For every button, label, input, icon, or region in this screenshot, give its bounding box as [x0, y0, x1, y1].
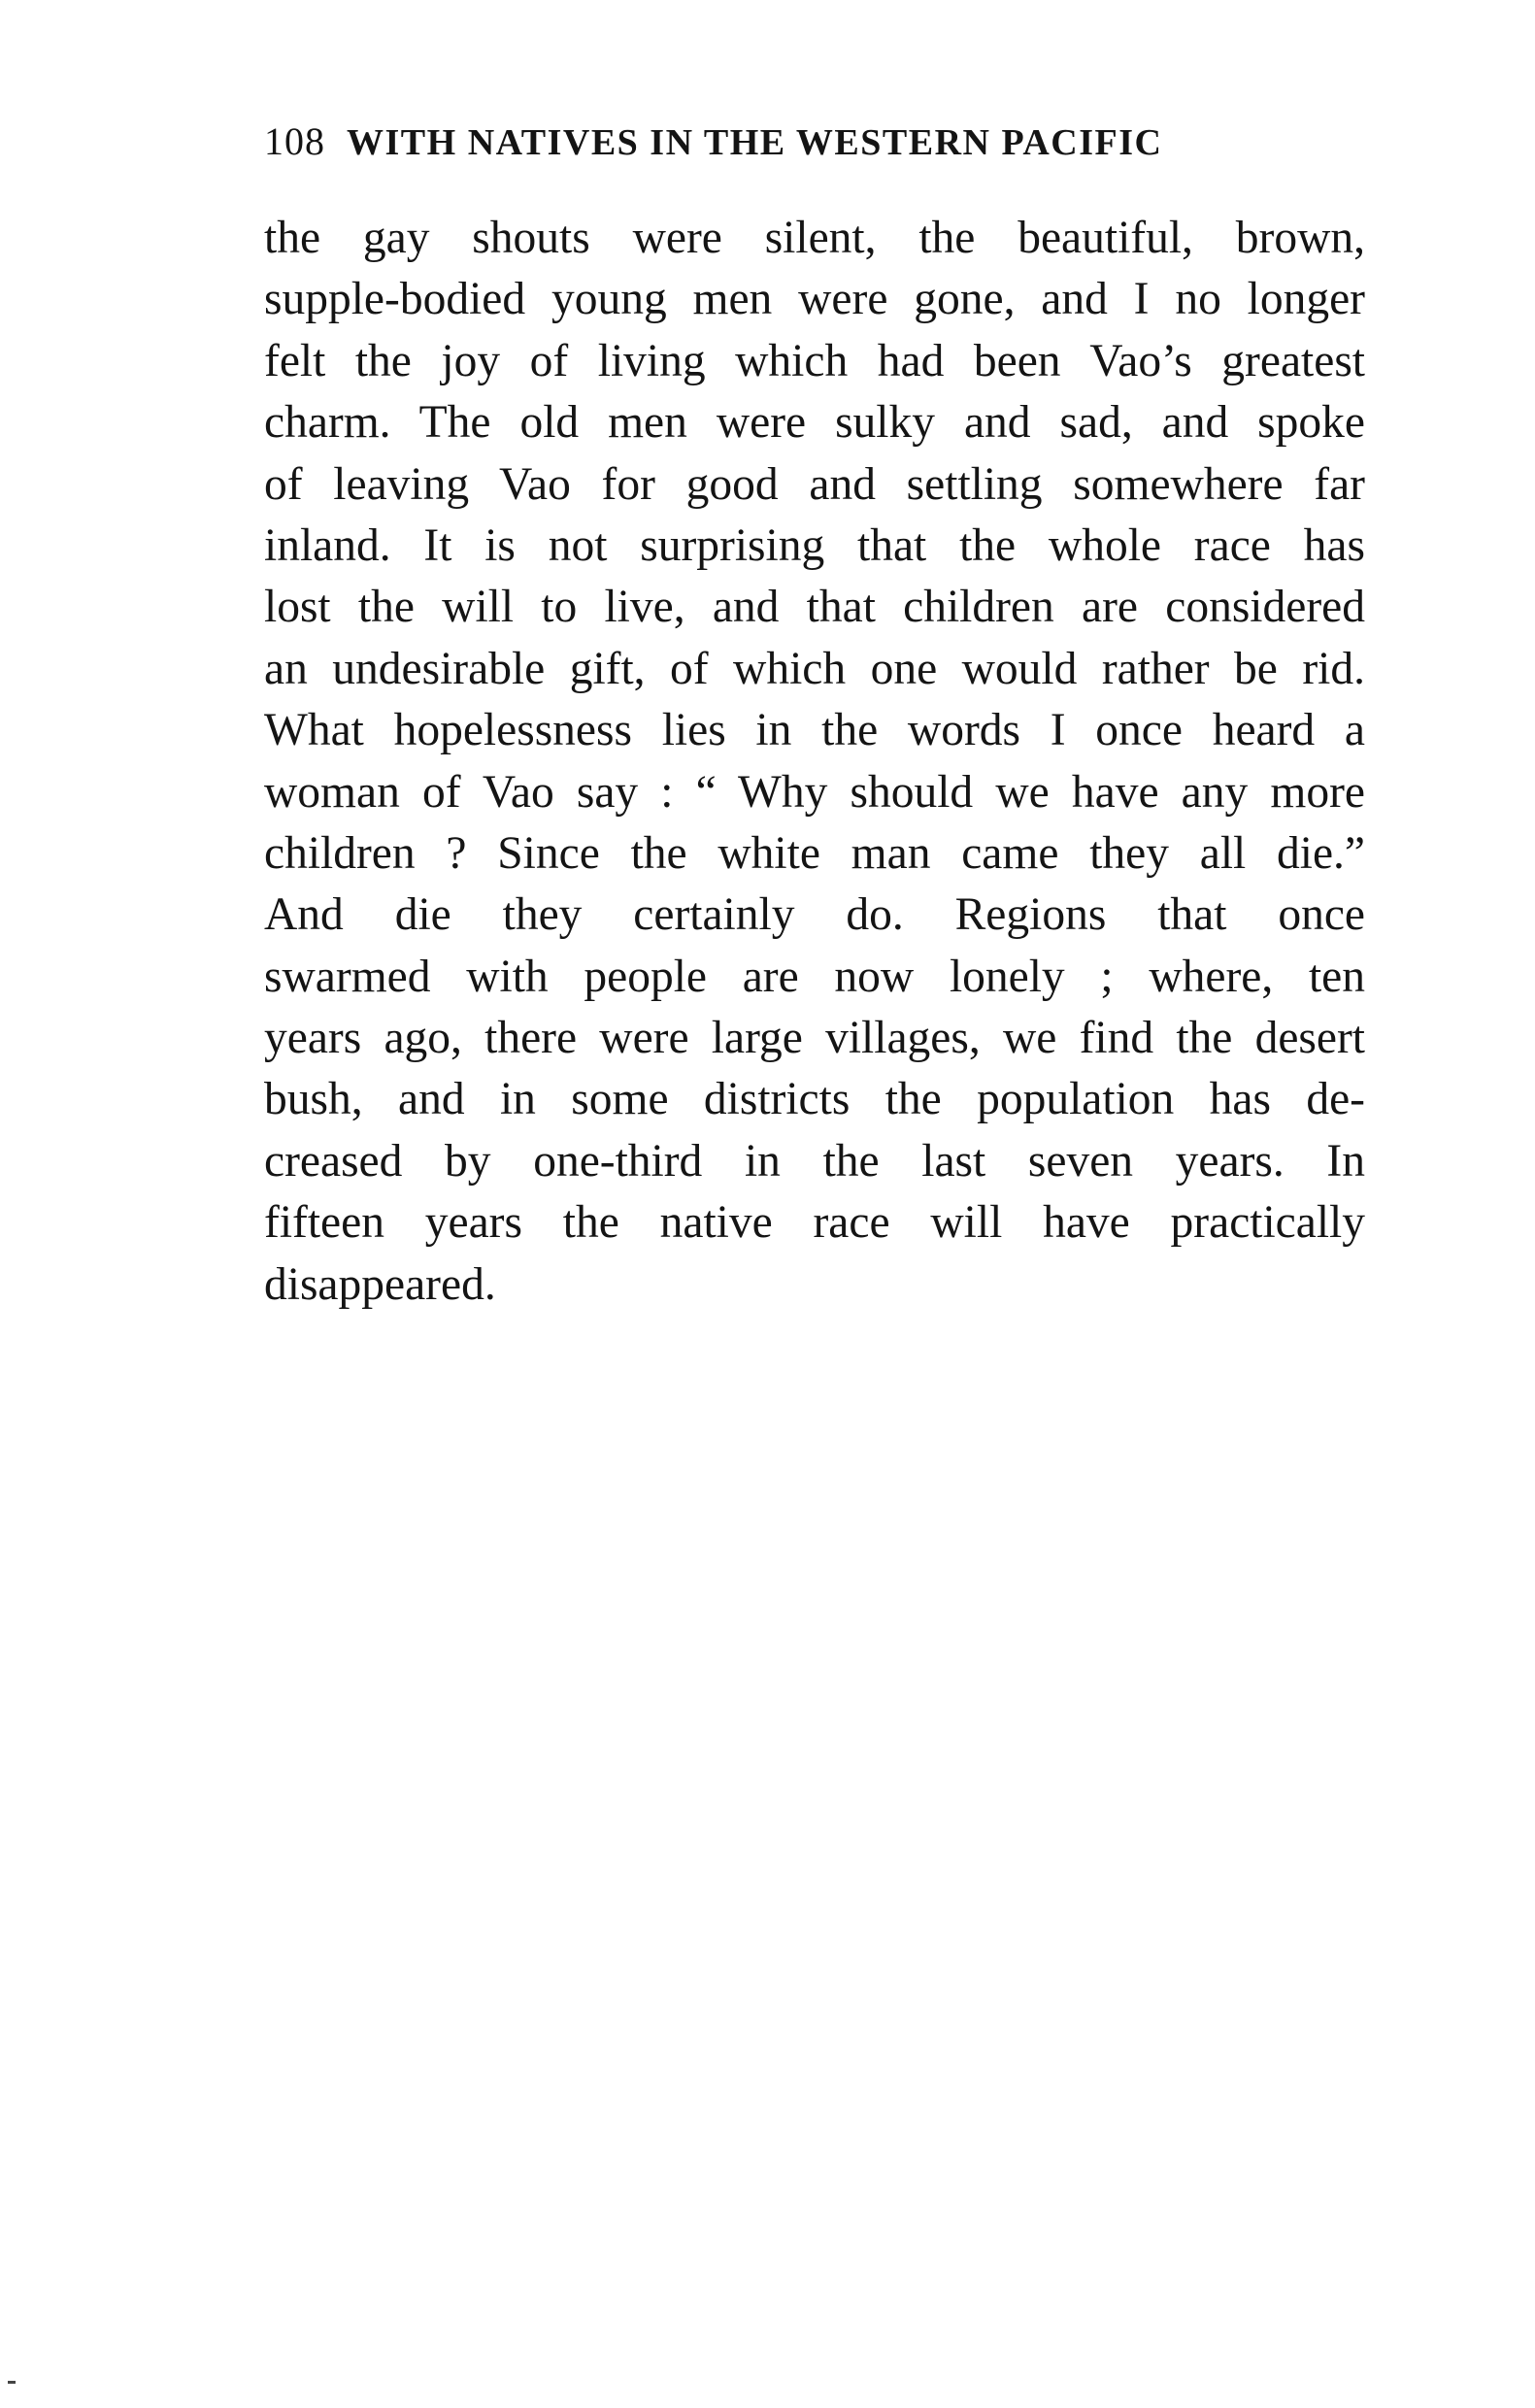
text-line: charm. The old men were sulky and sad, and spoke	[264, 397, 1365, 449]
text-line: the gay shouts were silent, the beautiful, brown,	[264, 213, 1365, 263]
text-line: fifteen years the native race will have practically	[264, 1197, 1365, 1249]
running-head	[264, 118, 1365, 173]
text-line: inland. It is not surprising that the whole race has	[264, 519, 1365, 571]
text-line: bush, and in some districts the population has de-	[264, 1074, 1365, 1125]
text-line-last: disappeared.	[264, 1258, 496, 1310]
text-line: And die they certainly do. Regions that once	[264, 889, 1365, 941]
scan-speck	[8, 2381, 16, 2384]
text-line: swarmed with people are now lonely ; where, ten	[264, 951, 1365, 1002]
text-line: an undesirable gift, of which one would rather be rid.	[264, 643, 1365, 694]
book-title: WITH NATIVES IN THE WESTERN PACIFIC	[347, 122, 1163, 163]
text-line: creased by one-third in the last seven years. In	[264, 1135, 1365, 1187]
text-line: supple-bodied young men were gone, and I no longer	[264, 274, 1365, 325]
body-text	[264, 208, 1365, 1316]
text-line: woman of Vao say : “ Why should we have any more	[264, 766, 1365, 818]
text-line: children ? Since the white man came they all die.”	[264, 827, 1365, 879]
text-line: lost the will to live, and that children are considered	[264, 582, 1365, 633]
page-number: 108	[264, 119, 325, 163]
text-line: What hopelessness lies in the words I once heard a	[264, 705, 1365, 756]
text-line: of leaving Vao for good and settling somewhere far	[264, 458, 1365, 510]
text-line: years ago, there were large villages, we find the desert	[264, 1013, 1365, 1064]
text-line: felt the joy of living which had been Vao’s greatest	[264, 335, 1365, 386]
